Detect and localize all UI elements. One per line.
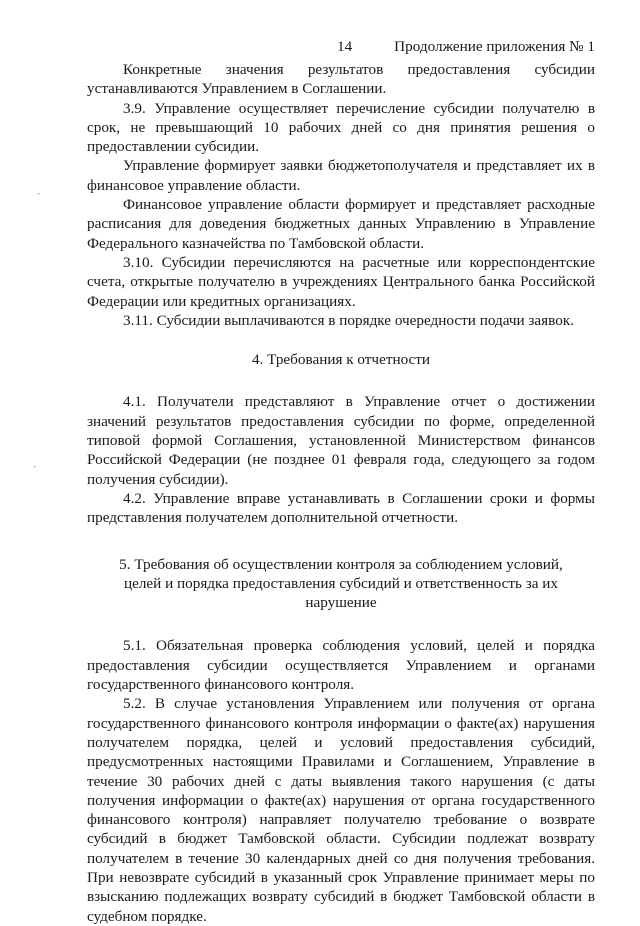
paragraph-5-1: 5.1. Обязательная проверка соблюдения условий, целей и порядка предоставления субсидии осуществляется Управлением и органами государственного финансового контроля. — [87, 637, 595, 694]
paragraph-5-2: 5.2. В случае установления Управлением или получения от органа государственного финансового контроля информации о факте(ах) нарушения получателем порядка, целей и условий предоставления субсидий, предусмотренных настоящими Правилами и Соглашением, Управление в течение 30 рабочих дней с даты выявления такого нарушения (с даты получения информации о факте(ах) нарушения от органа государственного финансового контроля) направляет получателю требование о возврате субсидий в бюджет Тамбовской области. Субсидии подлежат возврату получателем в течение 30 календарных дней со дня получения требования. При невозврате субсидий в указанный срок Управление принимает меры по взысканию подлежащих возврату субсидий в бюджет Тамбовской области в судебном порядке. — [87, 695, 595, 925]
section-5-heading: 5. Требования об осуществлении контроля за соблюдением условий, целей и порядка предоставления субсидий и ответственность за их нарушение — [119, 555, 563, 612]
paragraph-3-9: 3.9. Управление осуществляет перечисление субсидии получателю в срок, не превышающий 10 рабочих дней со дня принятия решения о предоставлении субсидии. — [87, 99, 595, 156]
document-body — [87, 60, 595, 926]
page-header — [337, 38, 595, 56]
paragraph-3-10: 3.10. Субсидии перечисляются на расчетные или корреспондентские счета, открытые получателю в учреждениях Центрального банка Российской Федерации или кредитных организациях. — [87, 253, 595, 310]
paragraph-result-values: Конкретные значения результатов предоставления субсидии устанавливаются Управлением в Соглашении. — [87, 61, 595, 98]
paragraph-expense-schedules: Финансовое управление области формирует и представляет расходные расписания для доведения бюджетных данных Управлению в Управление Федерального казначейства по Тамбовской области. — [87, 196, 595, 252]
margin-mark: - — [33, 462, 37, 472]
paragraph-4-2: 4.2. Управление вправе устанавливать в Соглашении сроки и формы представления получателем дополнительной отчетности. — [87, 489, 595, 527]
page-number: 14 — [337, 38, 353, 55]
section-4-heading: 4. Требования к отчетности — [251, 351, 431, 369]
appendix-continuation: Продолжение приложения № 1 — [394, 38, 595, 55]
paragraph-3-11: 3.11. Субсидии выплачиваются в порядке очередности подачи заявок. — [123, 311, 574, 329]
paragraph-budget-orders: Управление формирует заявки бюджетополучателя и представляет их в финансовое управление области. — [87, 157, 595, 194]
paragraph-4-1: 4.1. Получатели представляют в Управление отчет о достижении значений результатов предоставления субсидии по форме, определенной типовой формой Соглашения, установленной Министерством финансов Российской Федерации (не позднее 01 февраля года, следующего за годом получения субсидии). — [87, 393, 595, 488]
margin-mark: - — [37, 189, 41, 199]
